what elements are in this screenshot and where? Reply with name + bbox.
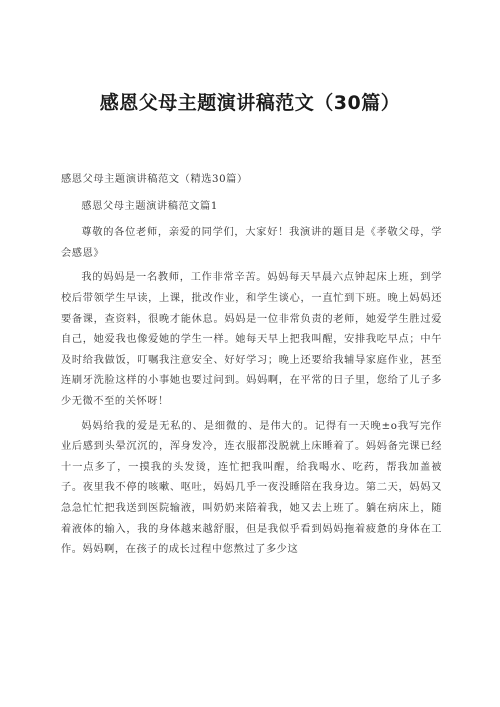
body-paragraph: 我的妈妈是一名教师，工作非常辛苦。妈妈每天早晨六点钟起床上班，到学校后带领学生早读，上课，批改作业，和学生谈心，一直忙到下班。晚上妈妈还要备课，查资料，很晚才能休息。妈妈是一位非常负责的老师，她爱学生胜过爱自己，她爱我也像爱她的学生一样。她每天早上把我叫醒，安排我吃早点；中午及时给我做饭，叮嘱我注意安全、好好学习；晚上还要给我辅导家庭作业，甚至连刷牙洗脸这样的小事她也要过问到。妈妈啊，在平常的日子里，您给了儿子多少无微不至的关怀呀！ xyxy=(61,272,442,407)
subtitle-paragraph: 感恩父母主题演讲稿范文（精选30篇） xyxy=(61,174,248,185)
body-paragraph: 妈妈给我的爱是无私的、是细微的、是伟大的。记得有一天晚±o我写完作业后感到头晕沉沉的，浑身发冷，连衣服都没脱就上床睡着了。妈妈备完课已经十一点多了，一摸我的头发烫，连忙把我叫醒，给我喝水、吃药，帮我加盖被子。夜里我不停的咳嗽、呕吐，妈妈几乎一夜没睡陪在我身边。第二天，妈妈又急急忙忙把我送到医院输液，叫奶奶来陪着我，她又去上班了。躺在病床上，随着液体的输入，我的身体越来越舒服，但是我似乎看到妈妈拖着疲惫的身体在工作。妈妈啊，在孩子的成长过程中您熬过了多少这 xyxy=(61,420,442,556)
document-body xyxy=(61,170,442,565)
greeting-paragraph: 尊敬的各位老师，亲爱的同学们，大家好！我演讲的题目是《孝敬父母，学会感恩》 xyxy=(61,227,442,259)
chapter-heading: 感恩父母主题演讲稿范文篇1 xyxy=(81,200,218,212)
document-title: 感恩父母主题演讲稿范文（30篇） xyxy=(99,92,401,114)
